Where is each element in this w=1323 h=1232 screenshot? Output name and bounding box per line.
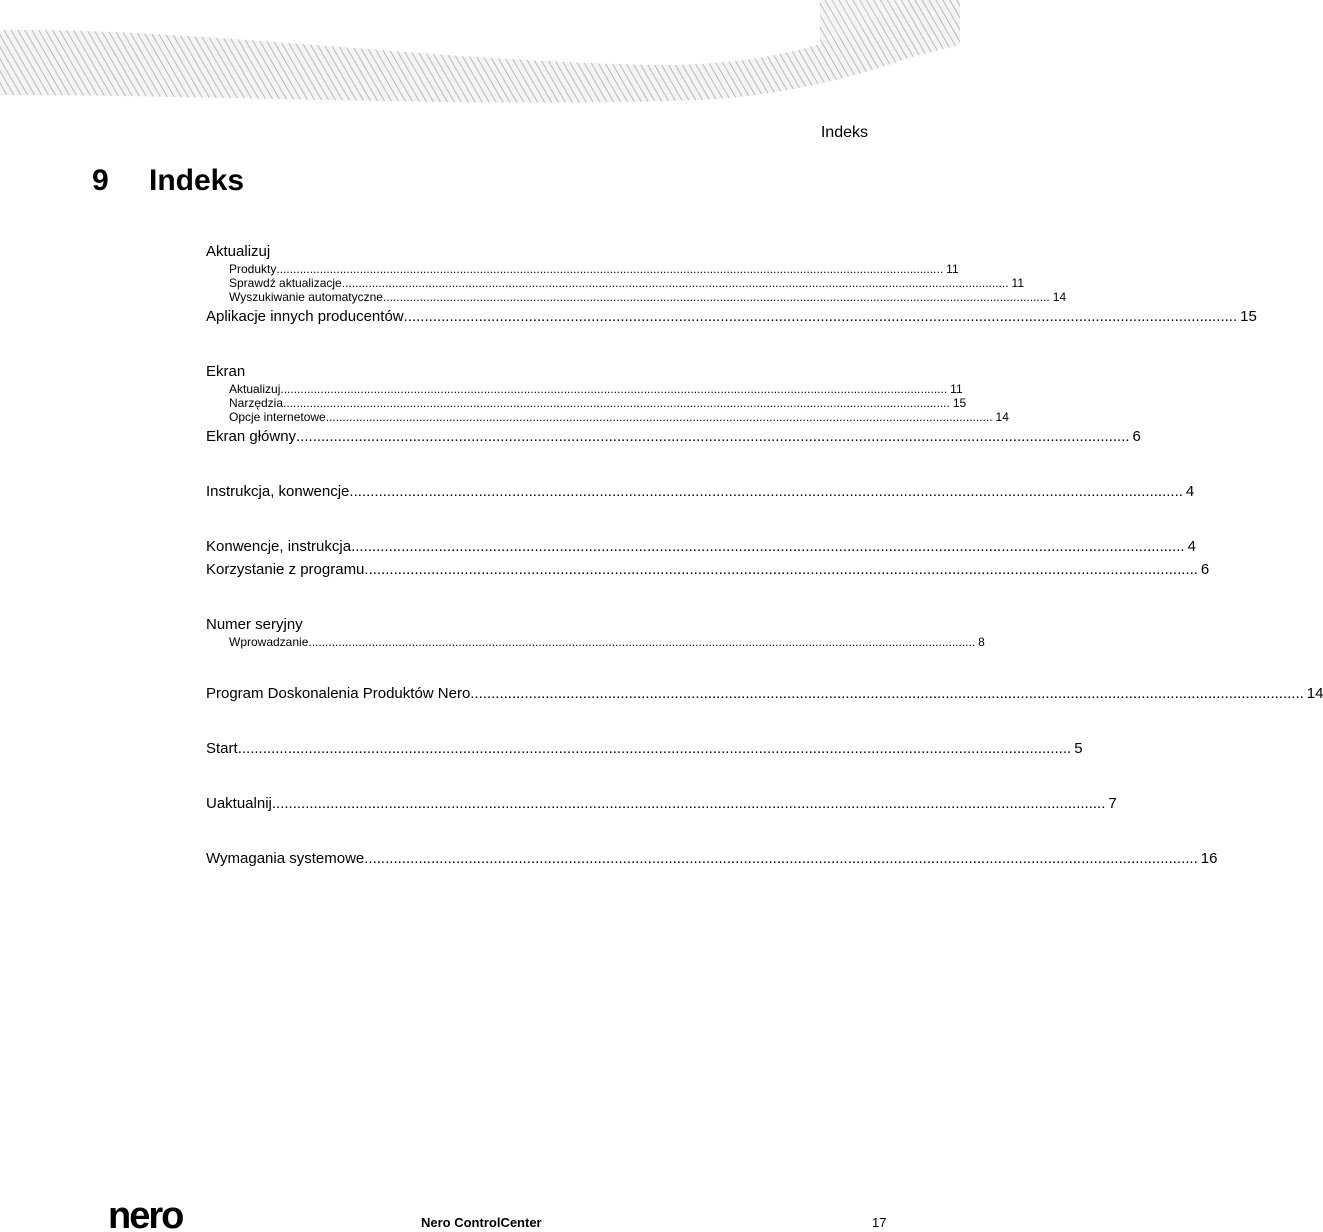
index-term: Wymagania systemowe <box>206 850 365 867</box>
index-page-number: 6 <box>1200 561 1210 578</box>
index-entry <box>206 560 1210 580</box>
index-subentry <box>229 290 1067 304</box>
nero-logo <box>108 1195 212 1232</box>
index-entry <box>206 739 1083 759</box>
footer-page-number: 17 <box>872 1215 887 1230</box>
index-term: Ekran <box>206 363 246 380</box>
index-subentry <box>229 410 1009 424</box>
index-term: Narzędzia <box>229 396 284 410</box>
index-leader-dots: ........................................................................................................................................................................................................ <box>276 262 944 276</box>
index-entry <box>206 242 502 262</box>
index-subentry <box>229 262 959 276</box>
index-leader-dots: ........................................................................................................................................................................................................ <box>341 276 1009 290</box>
index-entry <box>206 684 1323 704</box>
index-term: Sprawdź aktualizacje <box>229 276 342 290</box>
index-page-number: 11 <box>1011 276 1024 290</box>
index-leader-dots: ........................................................................................................................................................................................................ <box>308 635 976 649</box>
index-leader-dots: ........................................................................................................................................................................................................ <box>283 396 950 410</box>
index-term: Opcje internetowe <box>229 410 326 424</box>
index-term: Uaktualnij <box>206 795 272 812</box>
index-leader-dots: ........................................................................................................................................................................................................ <box>296 428 1130 445</box>
header-swoosh-decoration <box>0 0 960 110</box>
index-leader-dots: ........................................................................................................................................................................................................ <box>351 538 1185 555</box>
index-page-number: 6 <box>1132 428 1141 445</box>
index-leader-dots: ........................................................................................................................................................................................................ <box>364 561 1198 578</box>
index-term: Numer seryjny <box>206 616 303 633</box>
index-term: Instrukcja, konwencje <box>206 483 350 500</box>
running-header: Indeks <box>820 124 868 141</box>
index-term: Konwencje, instrukcja <box>206 538 352 555</box>
index-subentry <box>229 382 963 396</box>
index-list <box>206 242 1323 869</box>
index-term: Aktualizuj <box>206 243 271 260</box>
index-term: Ekran główny <box>206 428 297 445</box>
index-entry <box>206 849 1218 869</box>
index-leader-dots: ........................................................................................................................................................................................................ <box>470 685 1304 702</box>
index-page-number: 15 <box>1240 308 1257 325</box>
index-entry <box>206 794 1117 814</box>
index-entry <box>206 615 502 635</box>
footer-product-name: Nero ControlCenter <box>421 1215 542 1230</box>
index-term: Start <box>206 740 238 757</box>
index-page-number: 14 <box>995 410 1009 424</box>
index-term: Wprowadzanie <box>229 635 309 649</box>
index-leader-dots: ........................................................................................................................................................................................................ <box>382 290 1050 304</box>
chapter-title <box>92 164 244 198</box>
index-entry <box>206 537 1196 557</box>
index-leader-dots: ........................................................................................................................................................................................................ <box>271 795 1106 812</box>
index-entry <box>206 427 1141 447</box>
index-page-number: 15 <box>952 396 967 410</box>
index-leader-dots: ........................................................................................................................................................................................................ <box>237 740 1072 757</box>
svg-text:nero: nero <box>108 1195 183 1232</box>
index-term: Wyszukiwanie automatyczne <box>229 290 383 304</box>
index-leader-dots: ........................................................................................................................................................................................................ <box>364 850 1198 867</box>
index-page-number: 4 <box>1185 483 1195 500</box>
index-leader-dots: ........................................................................................................................................................................................................ <box>349 483 1183 500</box>
index-entry <box>206 482 1195 502</box>
index-leader-dots: ........................................................................................................................................................................................................ <box>325 410 993 424</box>
index-page-number: 11 <box>950 382 963 396</box>
index-subentry <box>229 396 967 410</box>
index-entry <box>206 307 1257 327</box>
index-page-number: 11 <box>946 262 959 276</box>
index-term: Aktualizuj <box>229 382 281 396</box>
index-subentry <box>229 276 1024 290</box>
index-term: Program Doskonalenia Produktów Nero <box>206 685 471 702</box>
index-entry <box>206 362 502 382</box>
index-page-number: 14 <box>1052 290 1067 304</box>
index-page-number: 7 <box>1108 795 1117 812</box>
index-term: Korzystanie z programu <box>206 561 365 578</box>
index-term: Produkty <box>229 262 277 276</box>
chapter-number: 9 <box>92 164 109 197</box>
index-leader-dots: ........................................................................................................................................................................................................ <box>280 382 948 396</box>
index-page-number: 8 <box>978 635 985 649</box>
index-subentry <box>229 635 985 649</box>
index-page-number: 4 <box>1187 538 1196 555</box>
index-page-number: 14 <box>1306 685 1323 702</box>
chapter-heading: Indeks <box>149 164 245 197</box>
index-page-number: 5 <box>1074 740 1083 757</box>
index-leader-dots: ........................................................................................................................................................................................................ <box>403 308 1238 325</box>
index-page-number: 16 <box>1200 850 1218 867</box>
index-term: Aplikacje innych producentów <box>206 308 404 325</box>
